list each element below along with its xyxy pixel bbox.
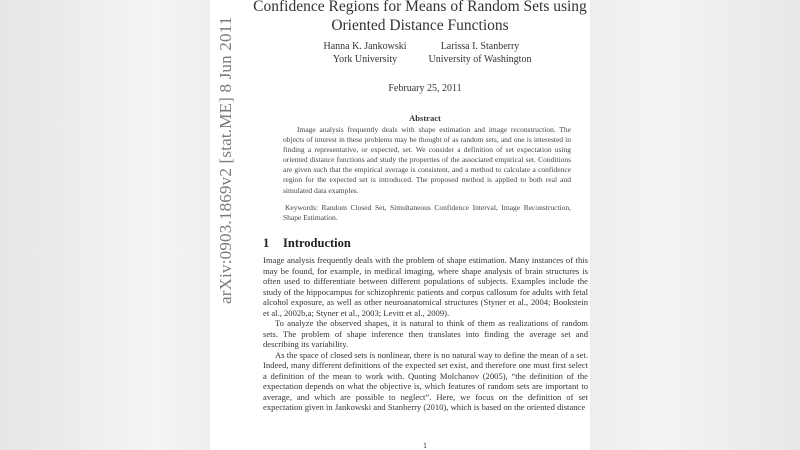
page-number: 1 — [423, 441, 427, 450]
paper-title: Confidence Regions for Means of Random Sets using Oriented Distance Functions — [253, 0, 587, 34]
author-block — [420, 41, 540, 66]
author-name: Hanna K. Jankowski — [323, 41, 407, 52]
author-affiliation: York University — [332, 53, 398, 65]
section-number: 1 — [263, 236, 270, 250]
author-block — [305, 41, 425, 66]
body-text — [263, 255, 588, 413]
keywords: Keywords: Random Closed Set, Simultaneous Confidence Interval, Image Reconstruction, Shape Estimation. — [283, 203, 571, 223]
abstract-text: Image analysis frequently deals with shape estimation and image reconstruction. The objects of interest in these problems may be thought of as random sets, and one is interested in finding a representative, or expected, set. We consider a definition of set expectation using oriented distance functions and study the properties of the associated empirical set. Conditions are given such that the empirical average is consistent, and a method to calculate a confidence region for the expected set is introduced. The proposed method is applied to both real and simulated data examples. — [283, 125, 571, 195]
section-title: Introduction — [283, 236, 351, 250]
arxiv-identifier: arXiv:0903.1869v2 [stat.ME] 8 Jun 2011 — [216, 16, 235, 304]
paragraph: To analyze the observed shapes, it is natural to think of them as realizations of random sets. The problem of shape inference then translates into finding the average set and describing its variability. — [263, 318, 588, 349]
abstract-heading: Abstract — [409, 113, 441, 123]
author-name: Larissa I. Stanberry — [440, 41, 520, 52]
publication-date: February 25, 2011 — [388, 83, 462, 94]
author-affiliation: University of Washington — [428, 53, 532, 65]
paragraph: Image analysis frequently deals with the problem of shape estimation. Many instances of this may be found, for example, in medical imaging, where shape analysis of brain structures is often used to differentiate between different populations of subjects. Examples include the study of the hippocampus for schizophrenic patients and corpus callosum for adults with fetal alcohol exposure, as well as other neuroanatomical structures (Styner et al., 2004; Bookstein et al., 2002b,a; Styner et al., 2003; Levitt et al., 2009). — [263, 255, 588, 318]
section-heading — [263, 236, 351, 251]
paragraph: As the space of closed sets is nonlinear, there is no natural way to define the mean of a set. Indeed, many different definitions of the expected set exist, and therefore one must first select a definition of the mean to work with. Quoting Molchanov (2005), “the definition of the expectation depends on what the objective is, which features of random sets are important to average, and which are possible to neglect”. Here, we focus on the definition of set expectation given in Jankowski and Stanberry (2010), which is based on the oriented distance — [263, 349, 588, 412]
